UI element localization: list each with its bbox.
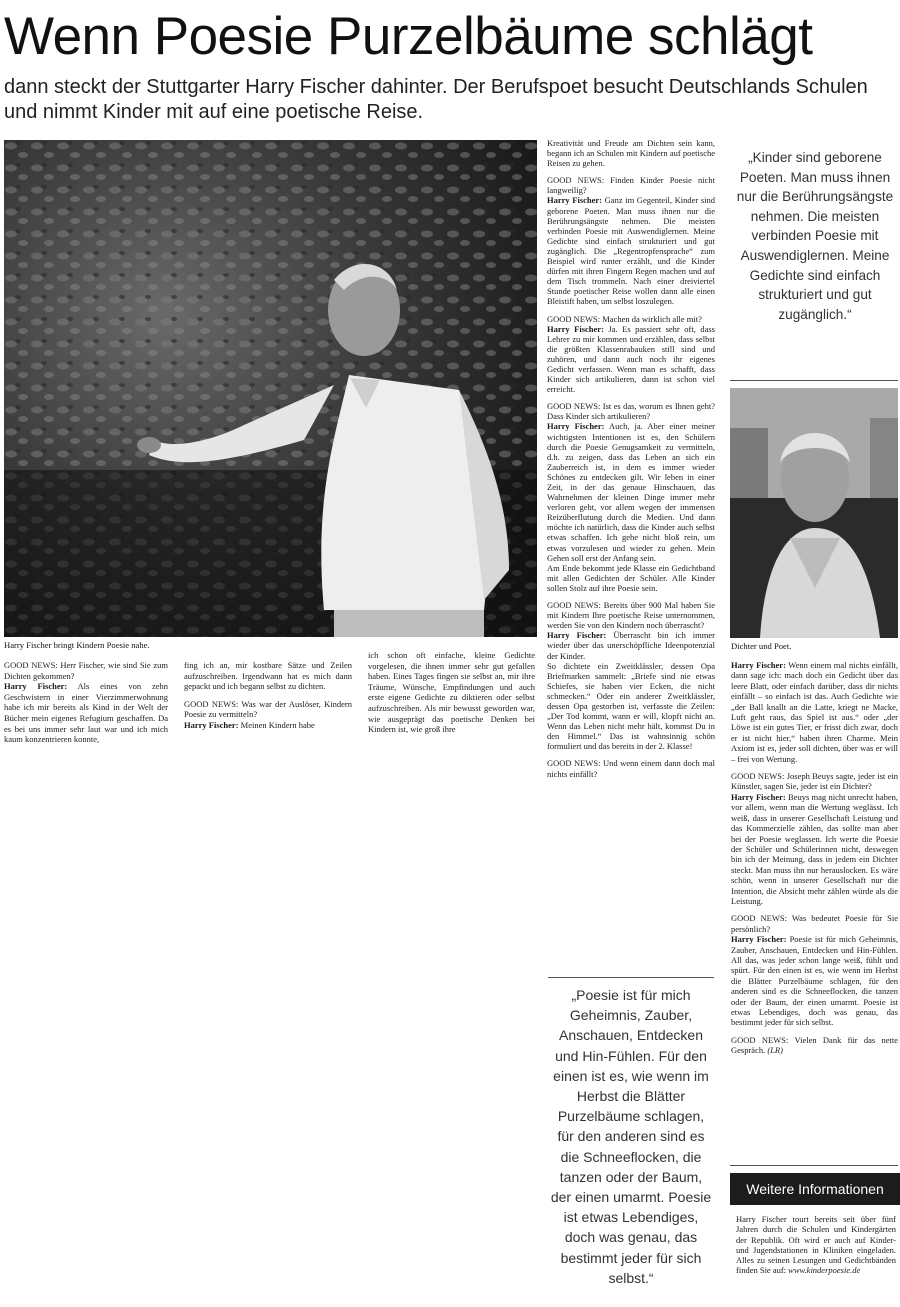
answer-label: Harry Fischer: — [547, 421, 605, 432]
question-text: Finden Kinder Poesie nicht langweilig? — [547, 175, 716, 196]
answer-text: Als eines von zehn Geschwistern in einer Vierzimmerwohnung habe ich mir bereits als Kind in der Welt der Bücher mein eigenes Refugium geschaffen. Da es bei uns immer sehr laut war und ich mich kaum konzentrieren konnte, — [4, 681, 168, 745]
pull-quote-top: „Kinder sind geborene Poeten. Man muss ihnen nur die Berührungsängste nehmen. Die meisten verbinden Poesie mit Auswendiglernen. Meine Gedichte sind einfach strukturiert und gut zugänglich.“ — [736, 150, 894, 322]
main-photo — [4, 140, 537, 637]
question-label: GOOD NEWS: — [731, 913, 787, 924]
question-text: Und wenn einem dann doch mal nichts einfällt? — [547, 758, 715, 779]
question-label: GOOD NEWS: — [547, 401, 601, 412]
main-photo-caption: Harry Fischer bringt Kindern Poesie nahe. — [4, 640, 150, 650]
question-label: GOOD NEWS: — [731, 1034, 789, 1045]
pull-quote-rule — [548, 977, 714, 978]
author-signature: (LR) — [765, 1045, 783, 1056]
question-label: GOOD NEWS: — [547, 600, 601, 611]
answer-text: Wenn einem mal nichts einfällt, dann sage ich: mach doch ein Gedicht über das leere Blatt, oder einfach darüber, dass dir nichts einfällt – so einfach ist das. Auch Gedichte wie „der Ball knallt an die Latte, kriegt ne Macke, Luft geht raus, das Spiel ist aus.“ oder „der Löwe ist ein gutes Tier, er frisst dich zwar, doch er ist nicht hier,“ haben ihren Charme. Mein Axiom ist es, jeder soll dichten, über was er will – frei von Wertung. — [731, 660, 898, 764]
question-text: Machen da wirklich alle mit? — [600, 313, 702, 324]
answer-text: Ja. Es passiert sehr oft, dass Lehrer zu mir kommen und erzählen, dass selbst die größten Klassenrabauken still sind und zuhören, und dann auch noch ihr eigenes Gedicht verfassen. Wenn man es schafft, dass Kinder sich artikulieren, dann ist schon viel erreicht. — [547, 323, 715, 395]
question-text: Joseph Beuys sagte, jeder ist ein Künstler, sagen Sie, jeder ist ein Dichter? — [731, 771, 898, 792]
answer-label: Harry Fischer: — [731, 660, 786, 670]
article-column-1 — [4, 660, 168, 752]
answer-label: Harry Fischer: — [731, 791, 786, 802]
question-label: GOOD NEWS: — [547, 758, 601, 769]
deck: dann steckt der Stuttgarter Harry Fischer dahinter. Der Berufspoet besucht Deutschlands Schulen und nimmt Kinder mit auf eine poetische Reise. — [4, 76, 868, 123]
question-label: GOOD NEWS: — [547, 175, 605, 186]
answer-text: Auch, ja. Aber einer meiner wichtigsten Intentionen ist es, den Schülern durch die Poesie Genugsamkeit zu vermitteln, d.h. zu zeigen, dass das Leben an sich ein Zauberreich ist, in dem es immer wieder Schönes zu entdecken gilt. Wir leben in einer Zeit, in der das genaue Hinschauen, das Wahrnehmen der kleinen Dinge immer mehr verloren geht, vor allem wegen der immensen Reizüberflutung durch die Medien. Und dann möchte ich natürlich, dass die Kinder auch selbst etwas schaffen. Ich gehe nicht bloß rein, um etwas vorzulesen und wieder zu gehen. Mein Gehen soll erst der Anfang sein. — [547, 421, 715, 563]
answer-text: Überrascht bin ich immer wieder über das unerschöpfliche Ideenpotenzial der Kinder. — [547, 630, 715, 661]
answer-text: Ganz im Gegenteil, Kinder sind geborene Poeten. Man muss ihnen nur die Berührungsängste nehmen. Die meisten verbinden Poesie mit Auswendiglernen. Meine Gedichte sind einfach strukturiert und gut zugänglich. Die „Regentropfensprache“ zum Beispiel wird runter erzählt, und die Kinder dürfen mit ihren Fingern Regen machen und auf dem Tisch trommeln. Nach einer dreiviertel Stunde poetischer Reise wollen dann alle einen Bleistift haben, um selbst loszulegen. — [547, 195, 715, 307]
question-text: Was bedeutet Poesie für Sie persönlich? — [731, 913, 898, 934]
article-column-4 — [547, 138, 715, 779]
answer-continuation: ich schon oft einfache, kleine Gedichte vorgelesen, die ihnen immer sehr gut gefallen haben. Eines Tages fingen sie selbst an, mir ihre Träume, Wünsche, Empfindungen und auch erste eigene Gedichte zu diktieren oder selbst aufzuschreiben. Als mir bewusst geworden war, wie ausgeprägt das poetische Denken bei Kindern ist, wie groß ihre — [368, 650, 535, 735]
pull-quote-bottom: „Poesie ist für mich Geheimnis, Zauber, Anschauen, Entdecken und Hin-Fühlen. Für den einen ist es, wie wenn im Herbst die Blätter Purzelbäume schlagen, für den anderen sind es die Schneeflocken, die tanzen oder der Baum, der einen umarmt. Poesie ist etwas Lebendiges, doch was genau, das bestimmt jeder für sich selbst.“ — [550, 987, 712, 1286]
answer-continuation: Am Ende bekommt jede Klasse ein Gedichtband mit allen Gedichten der Schüler. Alle Kinder sollen Stolz auf ihre Poesie sein. — [547, 562, 715, 593]
article-column-2 — [184, 660, 352, 738]
info-box-link[interactable]: www.kinderpoesie.de — [788, 1265, 861, 1276]
answer-label: Harry Fischer: — [547, 630, 607, 641]
portrait-photo-image — [730, 388, 898, 638]
portrait-photo — [730, 388, 898, 638]
answer-text: Poesie ist für mich Geheimnis, Zauber, Anschauen, Entdecken und Hin-Fühlen. All das, was jeder schon lange weiß, fühlt und spürt. Für den einen ist es, wie wenn im Herbst die Blätter Purzelbäume schlagen, für den anderen sind es die Schneeflocken, die tanzen oder der Baum, der einen umarmt. Poesie ist etwas Lebendiges, doch was genau, das bestimmt jeder für sich selbst. — [731, 934, 898, 1028]
question-text: Was war der Auslöser, Kindern Poesie zu vermitteln? — [184, 698, 352, 720]
info-rule — [730, 1165, 898, 1166]
answer-continuation: fing ich an, mir kostbare Sätze und Zeilen aufzuschreiben. Irgendwann hat es mich dann gepackt und ich begann selbst zu dichten. — [184, 660, 352, 692]
pull-quote-rule — [730, 380, 898, 381]
question-text: Bereits über 900 Mal haben Sie mit Kindern Ihre poetische Reise unternommen, werden Sie von den Kindern noch überrascht? — [547, 600, 715, 631]
answer-label: Harry Fischer: — [184, 719, 239, 730]
question-label: GOOD NEWS: — [184, 698, 239, 709]
headline: Wenn Poesie Purzelbäume schlägt — [4, 7, 813, 66]
info-box-text-container — [736, 1214, 896, 1276]
question-label: GOOD NEWS: — [547, 313, 601, 324]
answer-text: Beuys mag nicht unrecht haben, vor allem, wenn man die Wertung weglässt. Ich weiß, dass in unserer Gesellschaft Leistung und das Kommerzielle zählen, das sollte man aber bei der Poesie weglassen. Ich werte die Poesie der Schüler und Schülerinnen nicht, deswegen bin ich der Meinung, dass in jedem ein Dichter steckt. Man muss ihn nur herauslocken. Es wäre schön, wenn in unserer Gesellschaft nur die Intention, die Absicht mehr zählen würde als die Leistung. — [731, 791, 898, 906]
question-text: Vielen Dank für das nette Gespräch. — [731, 1034, 899, 1056]
question-text: Ist es das, worum es Ihnen geht? Dass Kinder sich artikulieren? — [547, 401, 715, 422]
portrait-caption: Dichter und Poet. — [731, 641, 792, 651]
question-text: Herr Fischer, wie sind Sie zum Dichten gekommen? — [4, 660, 168, 681]
question-label: GOOD NEWS: — [731, 771, 785, 782]
article-column-3 — [368, 650, 535, 742]
question-label: GOOD NEWS: — [4, 660, 58, 670]
article-column-5 — [731, 660, 898, 1063]
answer-label: Harry Fischer: — [4, 681, 68, 692]
answer-continuation: So dichtete ein Zweitklässler, dessen Opa Briefmarken sammelt: „Briefe sind nie etwas Schiefes, sie haben vier Ecken, die nicht schmecken.“ Oder ein anderer Zweitklässler, dessen Opa gestorben ist, verfasste die Zeilen: „Der Tod kommt, wann er will, klopft nicht an. Wenn das Leben nicht mehr hält, kommst Du in den Himmel.“ Das ist wahnsinnig schön formuliert und das bereits in der 2. Klasse! — [547, 660, 715, 752]
answer-label: Harry Fischer: — [547, 195, 603, 206]
info-box-title: Weitere Informationen — [730, 1173, 900, 1205]
answer-text: Meinen Kindern habe — [238, 719, 315, 730]
info-box-text: Harry Fischer tourt bereits seit über fünf Jahren durch die Schulen und Kindergärten der Republik. Oft wird er auch auf Kinder- und Jugendstationen in Kliniken eingeladen. Alles zu seinen Lesungen und Gedichtbänden finden Sie auf: — [736, 1214, 896, 1276]
answer-continuation: Kreativität und Freude am Dichten sein kann, begann ich an Schulen mit Kindern auf poetische Reisen zu gehen. — [547, 138, 715, 169]
answer-label: Harry Fischer: — [731, 934, 787, 945]
main-photo-image — [4, 140, 537, 637]
answer-label: Harry Fischer: — [547, 323, 604, 334]
